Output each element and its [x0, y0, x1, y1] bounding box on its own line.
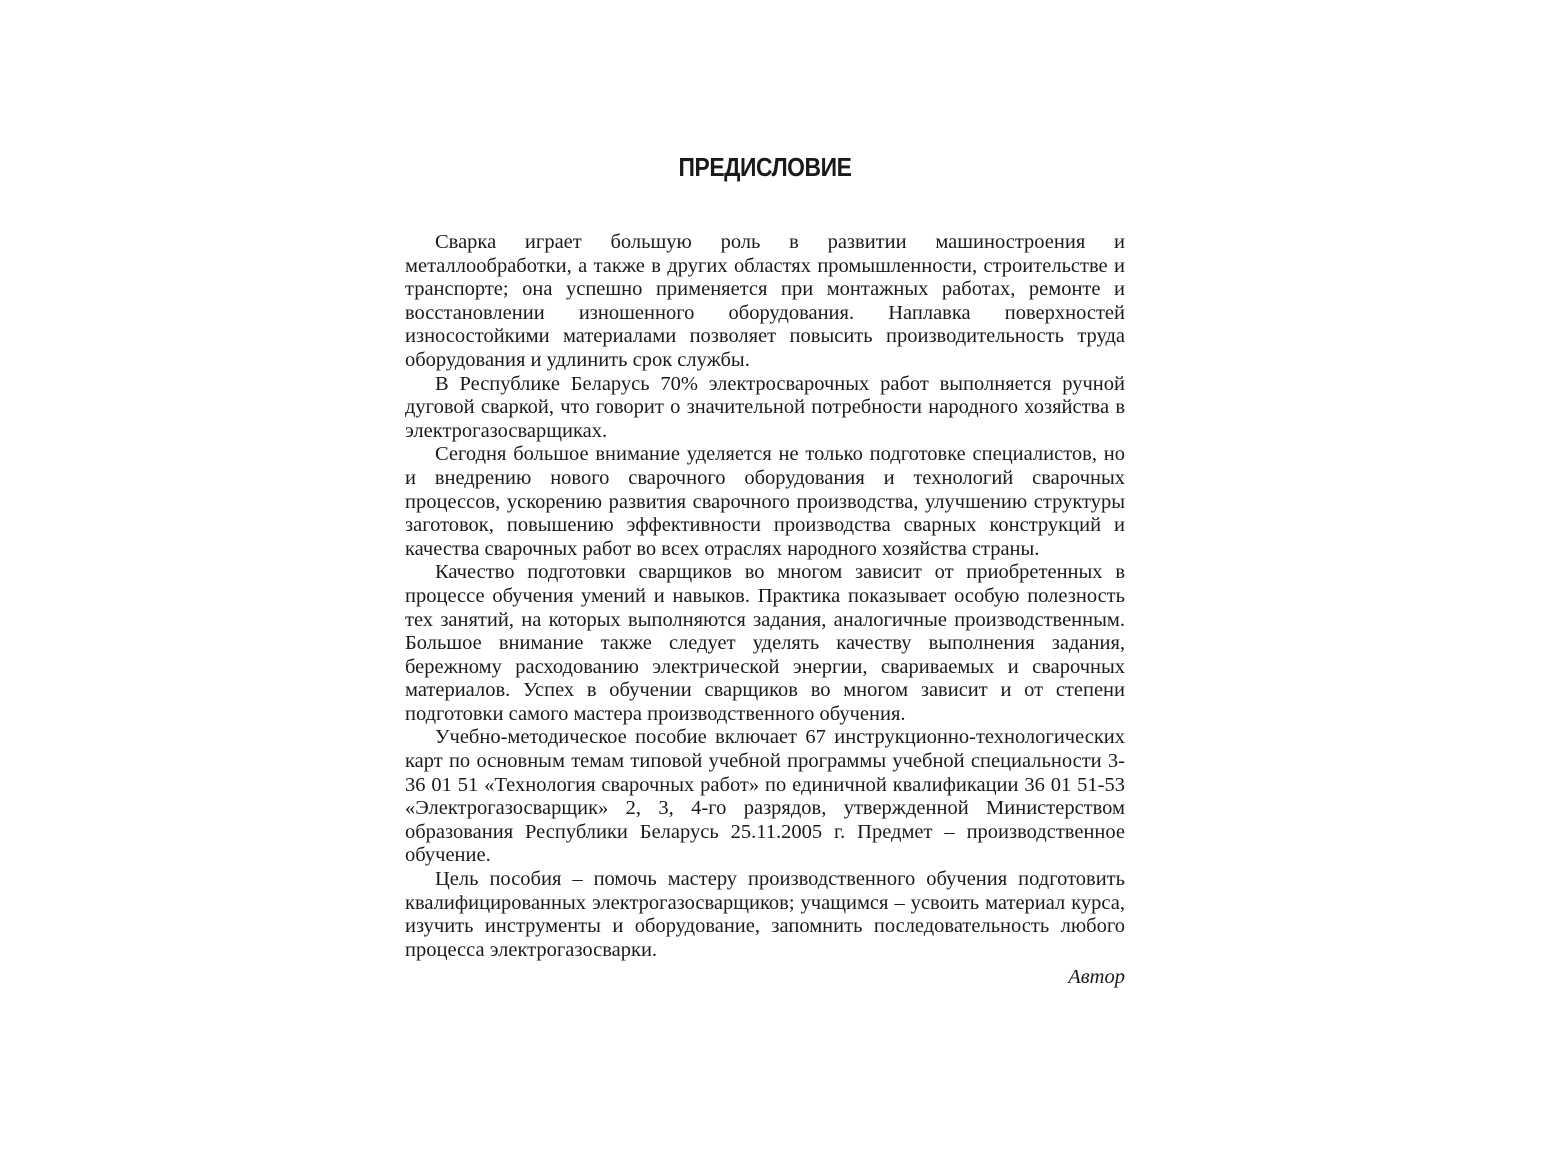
preface-body [405, 231, 1125, 990]
page-title: ПРЕДИСЛОВИЕ [678, 152, 852, 182]
paragraph-1: Сварка играет большую роль в развитии машиностроения и металлообработки, а также в других областях промышленности, строительстве и транспорте; она успешно применяется при монтажных работах, ремонте и восстановлении изношенного оборудования. Наплавка поверхностей износостойкими материалами позволяет повысить производительность труда оборудования и удлинить срок службы. [405, 231, 1125, 371]
paragraph-5: Учебно-методическое пособие включает 67 инструкционно-технологических карт по основным темам типовой учебной программы учебной специальности 3-36 01 51 «Технология сварочных работ» по единичной квалификации 36 01 51-53 «Электрогазосварщик» 2, 3, 4-го разрядов, утвержденной Министерством образования Республики Беларусь 25.11.2005 г. Предмет – производственное обучение. [405, 726, 1125, 867]
paragraph-3: Сегодня большое внимание уделяется не только подготовке специалистов, но и внедрению нового сварочного оборудования и технологий сварочных процессов, ускорению развития сварочного производства, улучшению структуры заготовок, повышению эффективности производства сварных конструкций и качества сварочных работ во всех отраслях народного хозяйства страны. [405, 443, 1125, 560]
paragraph-4: Качество подготовки сварщиков во многом зависит от приобретенных в процессе обучения умений и навыков. Практика показывает особую полезность тех занятий, на которых выполняются задания, аналогичные производственным. Большое внимание также следует уделять качеству выполнения задания, бережному расходованию электрической энергии, свариваемых и сварочных материалов. Успех в обучении сварщиков во многом зависит и от степени подготовки самого мастера производственного обучения. [405, 561, 1125, 725]
author-signature: Автор [1068, 966, 1125, 989]
paragraph-2: В Республике Беларусь 70% электросварочных работ выполняется ручной дуговой сваркой, что говорит о значительной потребности народного хозяйства в электрогазосварщиках. [405, 372, 1125, 442]
paragraph-6: Цель пособия – помочь мастеру производственного обучения подготовить квалифицированных электрогазосварщиков; учащимся – усвоить материал курса, изучить инструменты и оборудование, запомнить последовательность любого процесса электрогазосварки. [405, 868, 1125, 961]
